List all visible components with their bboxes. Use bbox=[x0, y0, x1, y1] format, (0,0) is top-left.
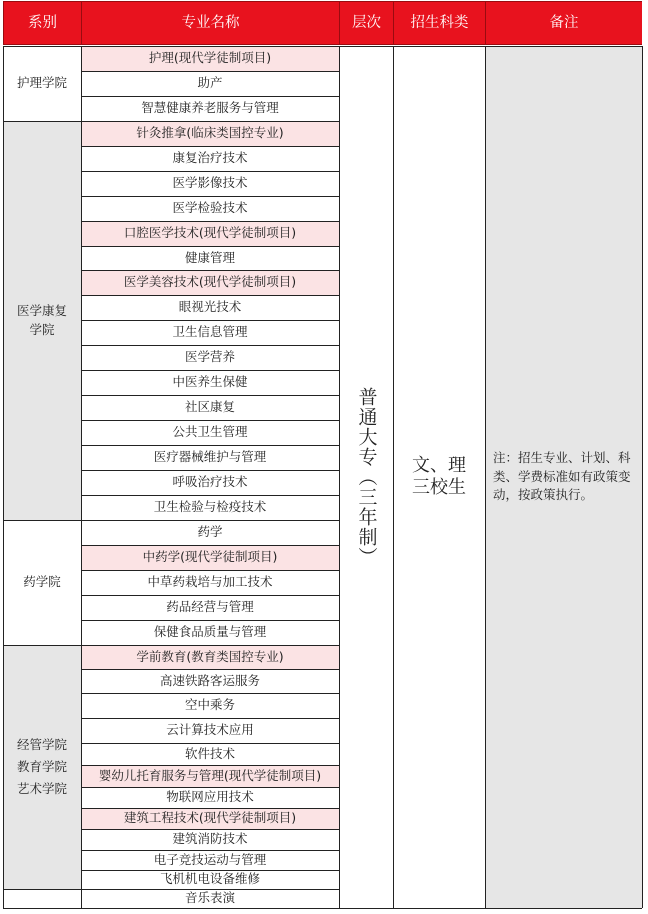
department-name-line: 医学康复 bbox=[16, 303, 67, 319]
grid-line bbox=[81, 96, 339, 98]
department-name-line: 艺术学院 bbox=[16, 780, 67, 796]
grid-line bbox=[81, 645, 339, 647]
major-cell: 空中乘务 bbox=[184, 697, 235, 713]
major-cell: 医学营养 bbox=[184, 349, 235, 365]
major-cell: 健康管理 bbox=[184, 249, 235, 265]
category-line: 文、理 bbox=[412, 454, 466, 476]
major-cell: 学前教育(教育类国控专业) bbox=[81, 645, 339, 669]
major-cell: 建筑工程技术(现代学徒制项目) bbox=[81, 808, 339, 829]
grid-line bbox=[81, 146, 339, 148]
grid-line bbox=[81, 295, 339, 297]
grid-line bbox=[81, 693, 339, 695]
major-cell: 口腔医学技术(现代学徒制项目) bbox=[81, 221, 339, 246]
grid-line bbox=[339, 46, 341, 908]
category-cell bbox=[393, 46, 485, 908]
major-cell: 医疗器械维护与管理 bbox=[153, 449, 267, 465]
grid-line bbox=[81, 270, 339, 272]
major-cell: 中医养生保健 bbox=[172, 374, 248, 390]
major-cell: 婴幼儿托育服务与管理(现代学徒制项目) bbox=[81, 765, 339, 787]
major-cell: 物联网应用技术 bbox=[166, 789, 254, 805]
grid-line bbox=[3, 520, 81, 522]
major-cell: 眼视光技术 bbox=[178, 299, 242, 315]
grid-line bbox=[81, 787, 339, 789]
level-cell bbox=[339, 46, 393, 908]
grid-line bbox=[81, 420, 339, 422]
major-cell: 保健食品质量与管理 bbox=[153, 624, 267, 640]
major-cell: 云计算技术应用 bbox=[166, 722, 254, 738]
header-category: 招生科类 bbox=[393, 1, 485, 45]
department-cell bbox=[3, 46, 81, 121]
grid-line bbox=[81, 345, 339, 347]
grid-line bbox=[642, 46, 644, 908]
major-cell: 医学影像技术 bbox=[172, 175, 248, 191]
notes-cell bbox=[485, 46, 642, 908]
grid-line bbox=[81, 171, 339, 173]
major-cell: 公共卫生管理 bbox=[172, 424, 248, 440]
major-cell: 助产 bbox=[197, 75, 223, 91]
grid-line bbox=[81, 221, 339, 223]
major-cell: 音乐表演 bbox=[184, 890, 235, 906]
grid-line bbox=[81, 196, 339, 198]
grid-line bbox=[81, 520, 339, 522]
department-name-line: 教育学院 bbox=[16, 759, 67, 775]
grid-line bbox=[81, 743, 339, 745]
grid-line bbox=[81, 395, 339, 397]
grid-line bbox=[81, 71, 339, 73]
grid-line bbox=[81, 320, 339, 322]
notes-text: 注：招生专业、计划、科类、学费标准如有政策变动，按政策执行。 bbox=[493, 449, 631, 503]
grid-line bbox=[81, 669, 339, 671]
header-major: 专业名称 bbox=[81, 1, 339, 45]
major-cell: 软件技术 bbox=[184, 745, 235, 761]
major-cell: 医学检验技术 bbox=[172, 200, 248, 216]
grid-line bbox=[81, 370, 339, 372]
grid-line bbox=[81, 870, 339, 872]
major-cell: 康复治疗技术 bbox=[172, 150, 248, 166]
major-cell: 针灸推拿(临床类国控专业) bbox=[81, 121, 339, 146]
major-cell: 医学美容技术(现代学徒制项目) bbox=[81, 270, 339, 295]
major-cell: 智慧健康养老服务与管理 bbox=[141, 100, 279, 116]
major-cell: 建筑消防技术 bbox=[172, 831, 248, 847]
department-name-line: 经管学院 bbox=[16, 737, 67, 753]
grid-line bbox=[3, 645, 81, 647]
grid-line bbox=[81, 829, 339, 831]
department-name-line: 护理学院 bbox=[16, 75, 67, 91]
grid-line bbox=[81, 620, 339, 622]
grid-line bbox=[81, 121, 339, 123]
grid-line bbox=[81, 570, 339, 572]
grid-line bbox=[81, 46, 83, 908]
grid-line bbox=[81, 545, 339, 547]
grid-line bbox=[81, 445, 339, 447]
grid-line bbox=[81, 850, 339, 852]
grid-line bbox=[81, 718, 339, 720]
major-cell: 呼吸治疗技术 bbox=[172, 474, 248, 490]
grid-line bbox=[81, 808, 339, 810]
grid-line bbox=[3, 908, 642, 910]
grid-line bbox=[81, 765, 339, 767]
major-cell: 卫生检验与检疫技术 bbox=[153, 499, 267, 515]
header-department: 系别 bbox=[3, 1, 81, 45]
grid-line bbox=[3, 46, 642, 48]
major-cell: 中草药栽培与加工技术 bbox=[147, 574, 273, 590]
major-cell: 中药学(现代学徒制项目) bbox=[81, 545, 339, 570]
department-name-line: 药学院 bbox=[23, 574, 61, 590]
department-cell bbox=[3, 520, 81, 645]
major-cell: 药学 bbox=[197, 524, 223, 540]
grid-line bbox=[3, 121, 81, 123]
major-cell: 卫生信息管理 bbox=[172, 324, 248, 340]
department-cell bbox=[3, 121, 81, 520]
grid-line bbox=[81, 495, 339, 497]
grid-line bbox=[3, 46, 5, 908]
level-text: 普通大专（三年制） bbox=[355, 387, 378, 567]
grid-line bbox=[81, 595, 339, 597]
major-cell: 飞机机电设备维修 bbox=[159, 871, 260, 887]
department-cell bbox=[3, 645, 81, 889]
grid-line bbox=[81, 889, 339, 891]
grid-line bbox=[393, 46, 395, 908]
category-line: 三校生 bbox=[412, 477, 466, 498]
grid-line bbox=[3, 889, 81, 891]
header-level: 层次 bbox=[339, 1, 393, 45]
major-cell: 社区康复 bbox=[184, 399, 235, 415]
major-cell: 电子竞技运动与管理 bbox=[153, 851, 267, 867]
grid-line bbox=[81, 246, 339, 248]
department-name-line: 学院 bbox=[29, 321, 55, 337]
major-cell: 高速铁路客运服务 bbox=[159, 672, 260, 688]
grid-line bbox=[485, 46, 487, 908]
grid-line bbox=[81, 470, 339, 472]
major-cell: 药品经营与管理 bbox=[166, 599, 254, 615]
header-notes: 备注 bbox=[485, 1, 642, 45]
major-cell: 护理(现代学徒制项目) bbox=[81, 46, 339, 71]
